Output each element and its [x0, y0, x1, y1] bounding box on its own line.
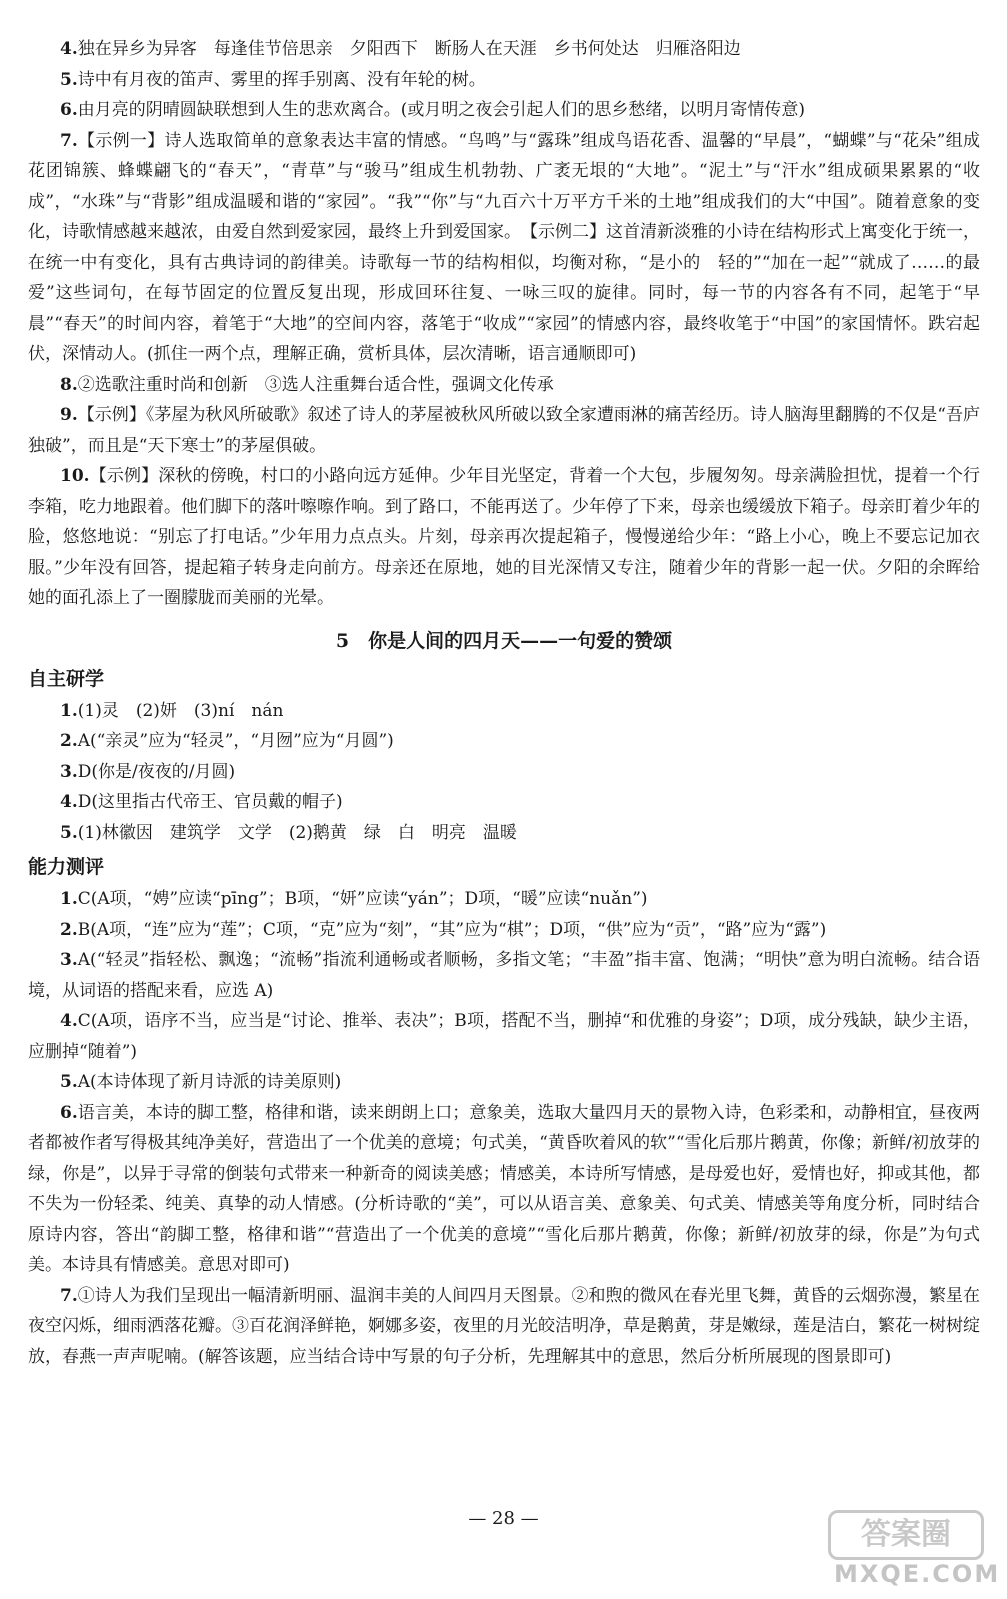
answer-item: 5.诗中有月夜的笛声、雾里的挥手别离、没有年轮的树。 — [60, 69, 486, 90]
answer-item: 7.【示例一】诗人选取简单的意象表达丰富的情感。“鸟鸣”与“露珠”组成鸟语花香、温馨的“早晨”，“蝴蝶”与“花朵”组成花团锦簇、蜂蝶翩飞的“春天”，“青草”与“骏马”组成生机勃勃、广袤无垠的“大地”。“泥土”与“汗水”组成硕果累累的“收成”，“水珠”与“背影”组成温暖和谐的“家园”。“我”“你”与“九百六十万平方千米的土地”组成我们的大“中国”。随着意象的变化，诗歌情感越来越浓，由爱自然到爱家园，最终上升到爱国家。 【示例二】这首清新淡雅的小诗在结构形式上寓变化于统一，在统一中有变化，具有古典诗词的韵律美。诗歌每一节的结构相似，均衡对称，“是小的 轻的”“加在一起”“就成了……的最爱”这些词句，在每节固定的位置反复出现，形成回环往复、一咏三叹的旋律。同时，每一节的内容各有不同，起笔于“早晨”“春天”的时间内容，着笔于“大地”的空间内容，落笔于“收成”“家园”的情感内容，最终收笔于“中国”的家国情怀。跌宕起伏，深情动人。(抓住一两个点，理解正确，赏析具体，层次清晰，语言通顺即可) — [28, 130, 980, 364]
answer-item: 6.由月亮的阴晴圆缺联想到人生的悲欢离合。(或月明之夜会引起人们的思乡愁绪，以明月寄情传意) — [60, 100, 806, 120]
watermark-site-text: MXQE.COM — [834, 1560, 1001, 1588]
answer-list-top — [28, 34, 980, 614]
answer-item: 8.②选歌注重时尚和创新 ③选人注重舞台适合性，强调文化传承 — [60, 374, 554, 395]
answer-item: 2.B(A项，“连”应为“莲”；C项，“克”应为“刻”，“其”应为“棋”；D项，“供”应为“贡”，“路”应为“露”) — [60, 919, 827, 940]
answer-item: 10.【示例】深秋的傍晚，村口的小路向远方延伸。少年目光坚定，背着一个大包，步履匆匆。母亲满脸担忧，提着一个行李箱，吃力地跟着。他们脚下的落叶嚓嚓作响。到了路口，不能再送了。少年停了下来，母亲也缓缓放下箱子。母亲盯着少年的脸，悠悠地说：“别忘了打电话。”少年用力点点头。片刻，母亲再次提起箱子，慢慢递给少年：“路上小心，晚上不要忘记加衣服。”少年没有回答，提起箱子转身走向前方。母亲还在原地，她的目光深情又专注，随着少年的背影一起一伏。夕阳的余晖给她的面孔添上了一圈朦胧而美丽的光晕。 — [28, 466, 980, 608]
section-title: 5 你是人间的四月天——一句爱的赞颂 — [335, 629, 673, 652]
watermark-logo-text: 答案圈 — [828, 1510, 984, 1560]
answer-item: 5.(1)林徽因 建筑学 文学 (2)鹅黄 绿 白 明亮 温暖 — [60, 822, 517, 843]
ability-test-heading: 能力测评 — [28, 856, 105, 878]
answer-item: 3.A(“轻灵”指轻松、飘逸；“流畅”指流利通畅或者顺畅，多指文笔；“丰盈”指丰富、饱满；“明快”意为明白流畅。结合语境，从词语的搭配来看，应选 A) — [28, 950, 980, 1001]
answer-item: 4.独在异乡为异客 每逢佳节倍思亲 夕阳西下 断肠人在天涯 乡书何处达 归雁洛阳边 — [60, 39, 741, 59]
page-content — [28, 34, 980, 1372]
page-number: — 28 — — [468, 1508, 539, 1529]
answer-item: 7.①诗人为我们呈现出一幅清新明丽、温润丰美的人间四月天图景。②和煦的微风在春光里飞舞，黄昏的云烟弥漫，繁星在夜空闪烁，细雨洒落花瓣。③百花润泽鲜艳，婀娜多姿，夜里的月光皎洁明净，草是鹅黄，芽是嫩绿，莲是洁白，繁花一树树绽放，春燕一声声呢喃。(解答该题，应当结合诗中写景的句子分析，先理解其中的意思，然后分析所展现的图景即可) — [28, 1285, 980, 1367]
answer-item: 4.C(A项，语序不当，应当是“讨论、推举、表决”；B项，搭配不当，删掉“和优雅的身姿”；D项，成分残缺，缺少主语，应删掉“随着”) — [28, 1011, 980, 1062]
answer-item: 5.A(本诗体现了新月诗派的诗美原则) — [60, 1072, 342, 1092]
answer-item: 6.语言美，本诗的脚工整，格律和谐，读来朗朗上口；意象美，选取大量四月天的景物入诗，色彩柔和，动静相宜，昼夜两者都被作者写得极其纯净美好，营造出了一个优美的意境；句式美，“黄昏吹着风的软”“雪化后那片鹅黄，你像；新鲜/初放芽的绿，你是”，以异于寻常的倒装句式带来一种新奇的阅读美感；情感美，本诗所写情感，是母爱也好，爱情也好，抑或其他，都不失为一份轻柔、纯美、真挚的动人情感。(分析诗歌的“美”，可以从语言美、意象美、句式美、情感美等角度分析，同时结合原诗内容，答出“韵脚工整，格律和谐”“营造出了一个优美的意境”“雪化后那片鹅黄，你像；新鲜/初放芽的绿，你是”为句式美。本诗具有情感美。意思对即可) — [28, 1102, 980, 1275]
self-study-heading: 自主研学 — [28, 667, 105, 690]
answer-item: 3.D(你是/夜夜的/月圆) — [60, 761, 236, 782]
self-study-list — [28, 696, 980, 849]
ability-test-list — [28, 884, 980, 1372]
answer-item: 2.A(“亲灵”应为“轻灵”，“月囫”应为“月圆”) — [60, 731, 394, 751]
answer-item: 1.C(A项，“娉”应读“pīng”；B项，“妍”应读“yán”；D项，“暖”应读“nuǎn”) — [60, 889, 648, 909]
answer-item: 1.(1)灵 (2)妍 (3)ní nán — [60, 700, 284, 721]
watermark-logo — [824, 1508, 1001, 1594]
answer-item: 4.D(这里指古代帝王、官员戴的帽子) — [60, 792, 343, 812]
answer-item: 9.【示例】《茅屋为秋风所破歌》叙述了诗人的茅屋被秋风所破以致全家遭雨淋的痛苦经历。诗人脑海里翻腾的不仅是“吾庐独破”，而且是“天下寒士”的茅屋俱破。 — [28, 405, 980, 456]
